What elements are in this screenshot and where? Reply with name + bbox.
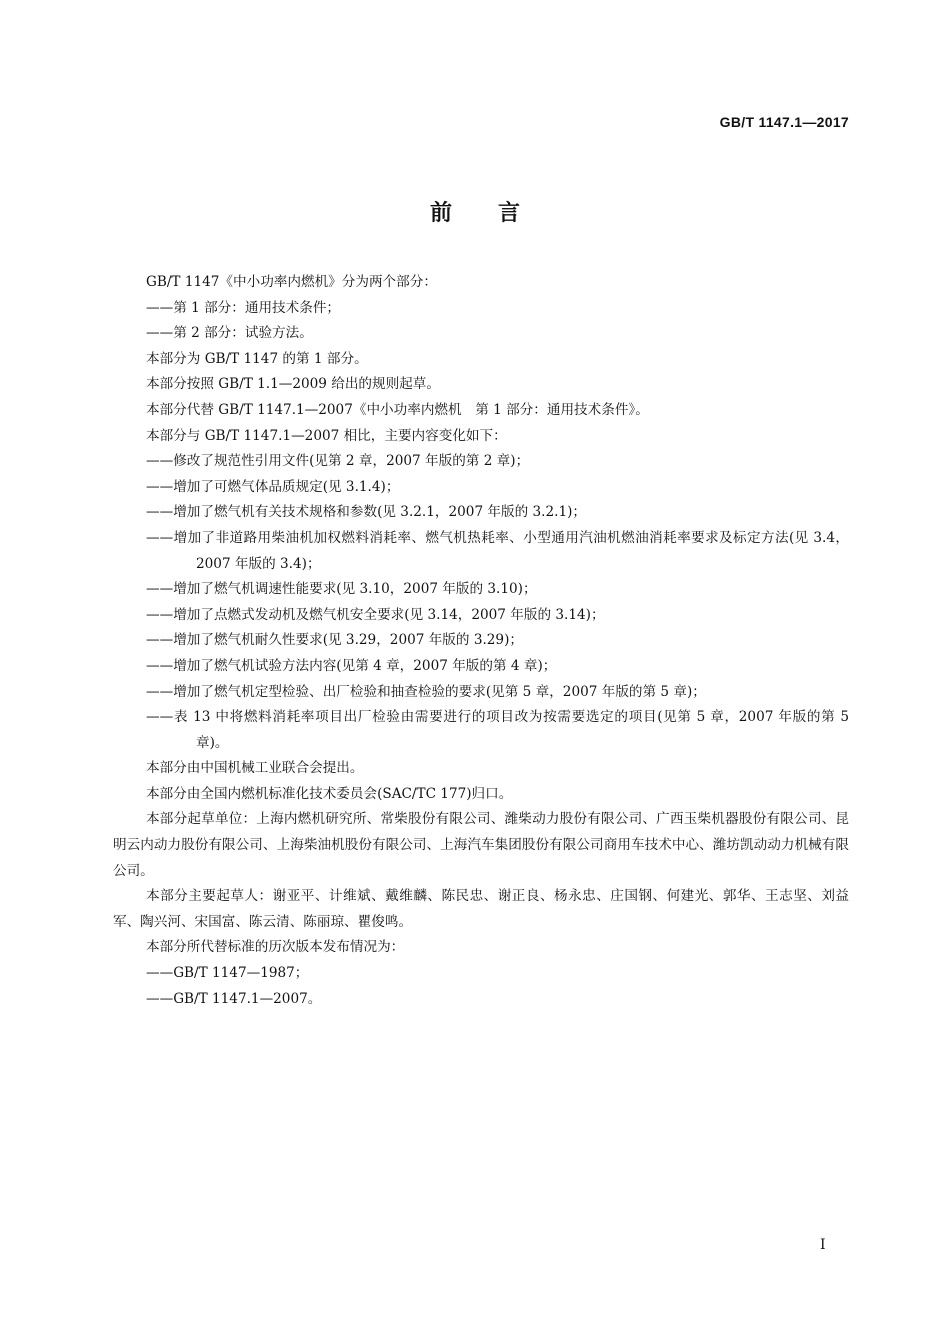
drafting-units: 本部分起草单位：上海内燃机研究所、常柴股份有限公司、潍柴动力股份有限公司、广西玉柴机器股份有限公司、昆明云内动力股份有限公司、上海柴油机股份有限公司、上海汽车集团股份有限公司商用车技术中心、潍坊凯动动力机械有限公司。 <box>113 811 849 879</box>
intro-line: GB/T 1147《中小功率内燃机》分为两个部分： <box>146 274 437 290</box>
change-item: ——表 13 中将燃料消耗率项目出厂检验由需要进行的项目改为按需要选定的项目(见第 5 章，2007 年版的第 5 章)。 <box>146 709 849 751</box>
change-item: ——增加了非道路用柴油机加权燃料消耗率、燃气机热耗率、小型通用汽油机燃油消耗率要求及标定方法(见 3.4，2007 年版的 3.4)； <box>146 529 849 572</box>
statement-line: 本部分代替 GB/T 1147.1—2007《中小功率内燃机 第 1 部分：通用技术条件》。 <box>146 401 649 418</box>
page-number: I <box>820 1237 826 1253</box>
change-item: ——修改了规范性引用文件(见第 2 章，2007 年版的第 2 章)； <box>146 453 530 470</box>
statement-line: 本部分为 GB/T 1147 的第 1 部分。 <box>146 350 368 367</box>
change-item: ——增加了点燃式发动机及燃气机安全要求(见 3.14，2007 年版的 3.14)； <box>146 606 605 623</box>
change-item: ——增加了燃气机调速性能要求(见 3.10，2007 年版的 3.10)； <box>146 581 537 598</box>
foreword-body <box>113 270 849 1012</box>
change-item: ——增加了燃气机有关技术规格和参数(见 3.2.1，2007 年版的 3.2.1)； <box>146 504 586 521</box>
standard-code: GB/T 1147.1—2017 <box>719 114 849 130</box>
centralized-line: 本部分由全国内燃机标准化技术委员会(SAC/TC 177)归口。 <box>146 785 513 802</box>
change-item: ——增加了燃气机定型检验、出厂检验和抽查检验的要求(见第 5 章，2007 年版的第 5 章)； <box>146 683 706 700</box>
change-item: ——增加了燃气机试验方法内容(见第 4 章，2007 年版的第 4 章)； <box>146 657 557 674</box>
statement-line: 本部分按照 GB/T 1.1—2009 给出的规则起草。 <box>146 376 440 393</box>
history-item: ——GB/T 1147.1—2007。 <box>146 990 322 1007</box>
change-item: ——增加了可燃气体品质规定(见 3.1.4)； <box>146 478 400 495</box>
page-title: 前言 <box>429 200 566 226</box>
history-item: ——GB/T 1147—1987； <box>146 965 309 982</box>
proposed-line: 本部分由中国机械工业联合会提出。 <box>146 760 364 777</box>
part-item: ——第 2 部分：试验方法。 <box>146 325 313 342</box>
statement-line: 本部分与 GB/T 1147.1—2007 相比，主要内容变化如下： <box>146 427 507 444</box>
history-intro: 本部分所代替标准的历次版本发布情况为： <box>146 939 405 956</box>
drafters: 本部分主要起草人：谢亚平、计维斌、戴维麟、陈民忠、谢正良、杨永忠、庄国钢、何建光、郭华、王志坚、刘益军、陶兴河、宋国富、陈云清、陈丽琼、瞿俊鸣。 <box>113 888 849 930</box>
change-item: ——增加了燃气机耐久性要求(见 3.29，2007 年版的 3.29)； <box>146 632 523 649</box>
part-item: ——第 1 部分：通用技术条件； <box>146 299 341 316</box>
